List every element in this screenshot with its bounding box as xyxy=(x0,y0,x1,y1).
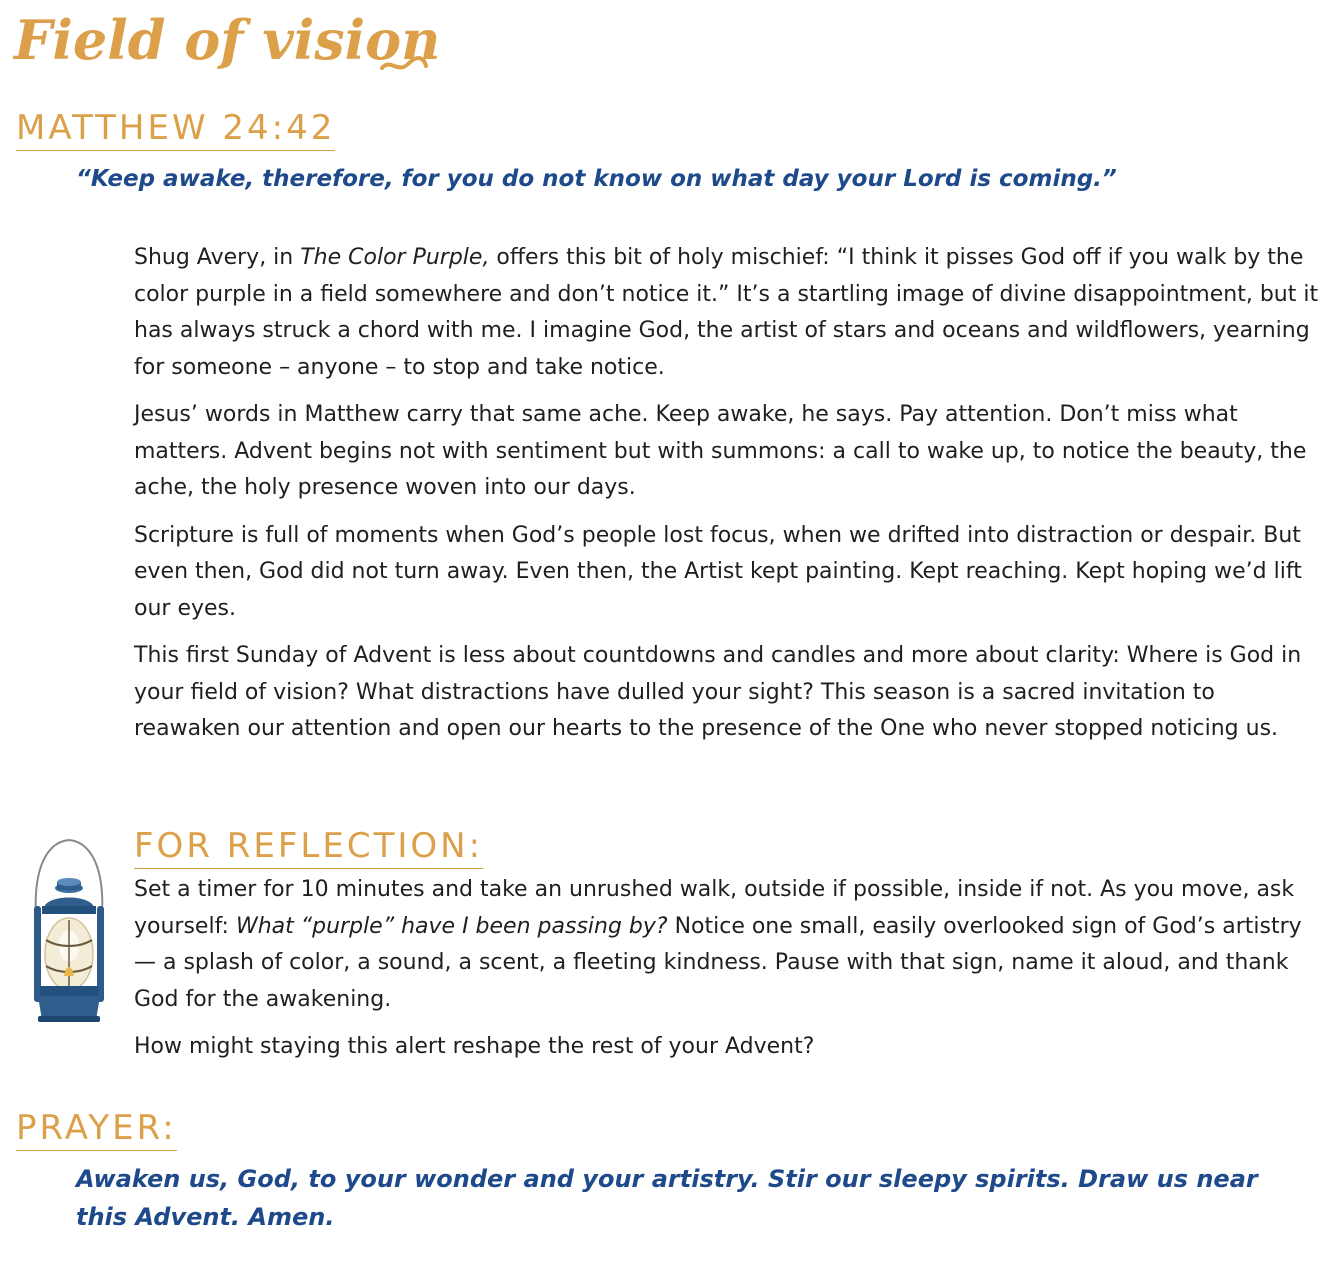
reflection-paragraph-1-text-a: Set a timer for 10 minutes and take an unrushed walk, outside if possible, inside if not. As you move, ask yourself: xyxy=(134,877,1295,939)
reflection-paragraph-2: How might staying this alert reshape the rest of your Advent? xyxy=(134,1034,815,1059)
book-title: The Color Purple, xyxy=(300,245,490,270)
for-reflection-body xyxy=(134,872,1326,1077)
body-paragraph-1-text-b: offers this bit of holy mischief: “I think it pisses God off if you walk by the color purple in a field somewhere and don’t notice it.” It’s a startling image of divine disappointment, but it has always struck a chord with me. I imagine God, the artist of stars and oceans and wildflowers, yearning for someone – anyone – to stop and take notice. xyxy=(134,245,1319,380)
reflection-question: What “purple” have I been passing by? xyxy=(235,913,668,939)
scripture-reference: MATTHEW 24:42 xyxy=(16,108,335,151)
body-paragraph-1 xyxy=(134,240,1326,386)
body-paragraph-2: Jesus’ words in Matthew carry that same ache. Keep awake, he says. Pay attention. Don’t miss what matters. Advent begins not with sentiment but with summons: a call to wake up, to notice the beauty, the ache, the holy presence woven into our days. xyxy=(134,402,1307,500)
prayer-heading: PRAYER: xyxy=(16,1108,177,1151)
scripture-verse: “Keep awake, therefore, for you do not know on what day your Lord is coming.” xyxy=(76,166,1117,192)
body-paragraph-4: This first Sunday of Advent is less about countdowns and candles and more about clarity: Where is God in your field of vision? What distractions have dulled your sight? This season is a sacred invitation to reawaken our attention and open our hearts to the presence of the One who never stopped noticing us. xyxy=(134,643,1302,741)
reflection-paragraph-1-text-b: Notice one small, easily overlooked sign of God’s artistry — a splash of color, a sound, a scent, a fleeting kindness. Pause with that sign, name it aloud, and thank God for the awakening. xyxy=(134,913,1302,1012)
for-reflection-heading: FOR REFLECTION: xyxy=(134,826,483,869)
prayer-text: Awaken us, God, to your wonder and your artistry. Stir our sleepy spirits. Draw us near this Advent. Amen. xyxy=(76,1165,1258,1231)
devotional-body xyxy=(134,240,1326,759)
body-paragraph-1-text-a: Shug Avery, in xyxy=(134,245,301,270)
title-swash-ornament xyxy=(380,52,430,76)
oil-lantern-icon xyxy=(24,836,114,1026)
title-text: Field of vision xyxy=(14,8,441,72)
reflection-paragraph-1 xyxy=(134,872,1326,1018)
body-paragraph-3: Scripture is full of moments when God’s people lost focus, when we drifted into distraction or despair. But even then, God did not turn away. Even then, the Artist kept painting. Kept reaching. Kept hoping we’d lift our eyes. xyxy=(134,522,1302,621)
